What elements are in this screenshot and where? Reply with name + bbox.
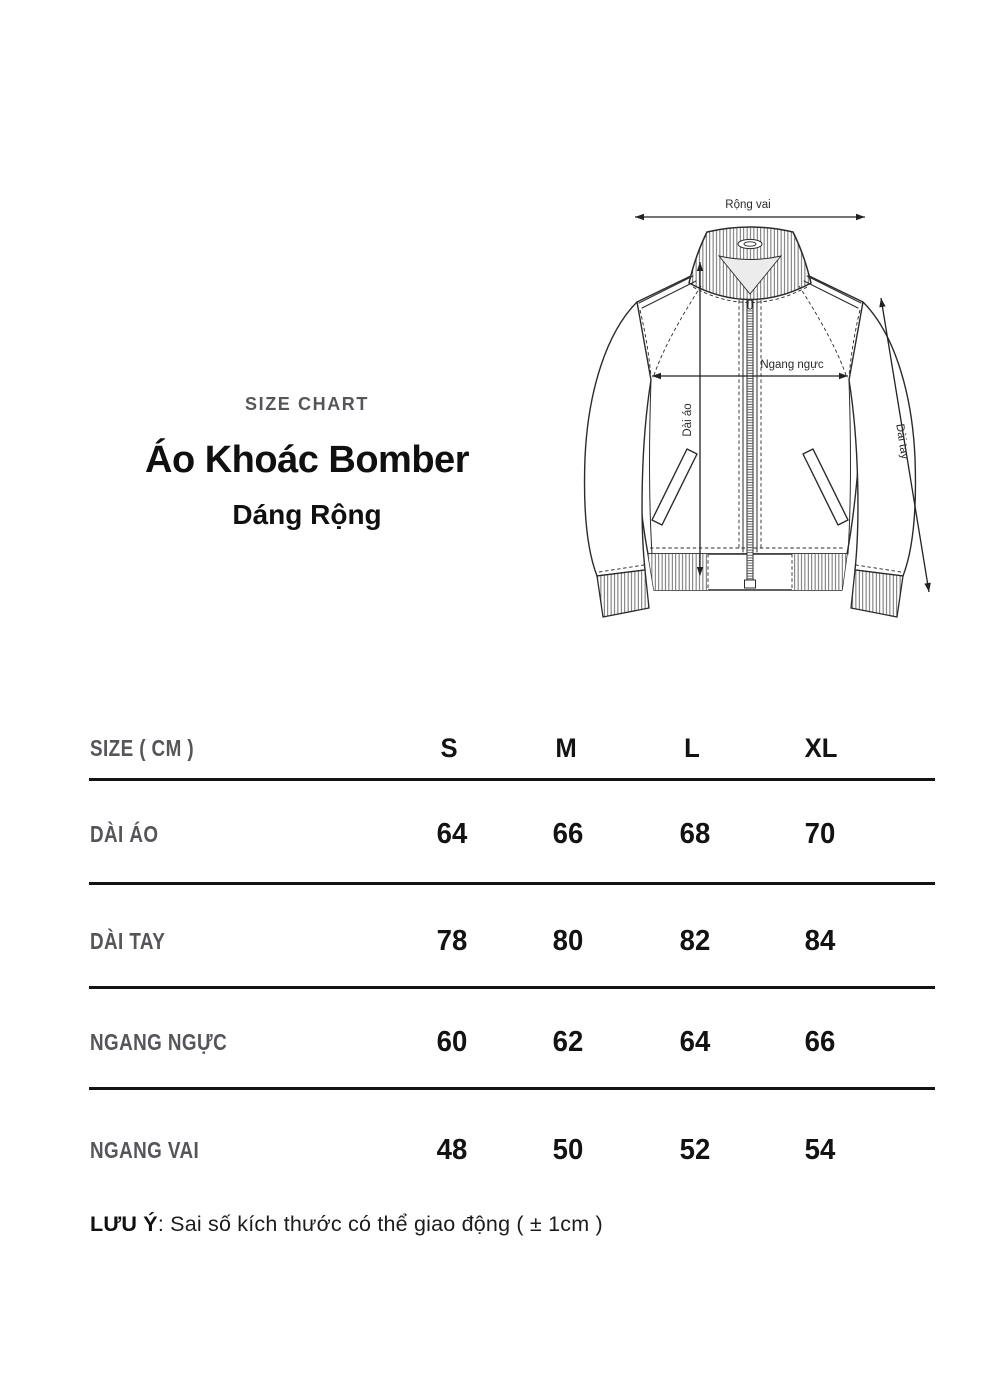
table-header-row <box>0 728 1000 768</box>
table-row-ngang-nguc <box>0 1022 1000 1062</box>
cell-value: 78 <box>436 925 468 957</box>
header-block <box>87 394 527 531</box>
hem-rib-right <box>792 554 847 590</box>
arrowhead <box>879 298 885 307</box>
column-header-l: L <box>684 733 700 763</box>
cell-value: 60 <box>436 1026 468 1058</box>
arrowhead <box>924 583 930 592</box>
zipper-pull <box>748 300 752 309</box>
body-length-label: Dài áo <box>682 403 694 437</box>
row-label: DÀI ÁO <box>90 821 159 847</box>
column-header-m: M <box>555 733 577 763</box>
bomber-jacket-diagram <box>555 190 955 630</box>
table-rule <box>89 778 935 781</box>
collar-snap-inner <box>744 242 756 246</box>
column-header-s: S <box>440 733 458 763</box>
cell-value: 64 <box>436 818 468 850</box>
sleeve-length-label: Dài tay <box>893 422 911 461</box>
jacket-line-art <box>555 190 955 630</box>
table-rule <box>89 882 935 885</box>
shoulder-width-label: Rộng vai <box>725 199 771 211</box>
note-text: : Sai số kích thước có thể giao động ( ± 1cm ) <box>157 1212 603 1236</box>
cell-value: 66 <box>804 1026 836 1058</box>
table-row-ngang-vai <box>0 1130 1000 1170</box>
table-rule <box>89 986 935 989</box>
cell-value: 84 <box>804 925 836 957</box>
table-row-dai-tay <box>0 921 1000 961</box>
eyebrow-size-chart: SIZE CHART <box>245 394 369 414</box>
table-rule <box>89 1087 935 1090</box>
cell-value: 54 <box>804 1134 836 1166</box>
row-label: DÀI TAY <box>90 928 166 954</box>
cell-value: 80 <box>552 925 584 957</box>
jacket-right-cuff <box>851 570 903 617</box>
cell-value: 64 <box>679 1026 711 1058</box>
column-header-xl: XL <box>804 733 838 763</box>
page-title: Áo Khoác Bomber <box>145 439 469 481</box>
jacket-left-sleeve <box>585 302 652 576</box>
cell-value: 62 <box>552 1026 584 1058</box>
zipper-teeth <box>747 290 753 586</box>
cell-value: 66 <box>552 818 584 850</box>
row-label: NGANG VAI <box>90 1137 200 1163</box>
zipper-bottom-stop <box>745 580 756 588</box>
arrowhead <box>635 214 644 220</box>
cell-value: 70 <box>804 818 836 850</box>
cell-value: 68 <box>679 818 711 850</box>
cell-value: 50 <box>552 1134 584 1166</box>
page-subtitle: Dáng Rộng <box>232 499 382 530</box>
note-label: LƯU Ý <box>90 1212 158 1236</box>
cell-value: 48 <box>436 1134 468 1166</box>
size-cm-label: SIZE ( CM ) <box>90 735 195 761</box>
row-label: NGANG NGỰC <box>90 1029 228 1055</box>
arrowhead <box>856 214 865 220</box>
cell-value: 82 <box>679 925 711 957</box>
jacket-left-cuff <box>597 570 649 617</box>
chest-width-label: Ngang ngực <box>760 359 824 371</box>
cell-value: 52 <box>679 1134 711 1166</box>
tolerance-note <box>90 1204 603 1244</box>
table-row-dai-ao <box>0 814 1000 854</box>
